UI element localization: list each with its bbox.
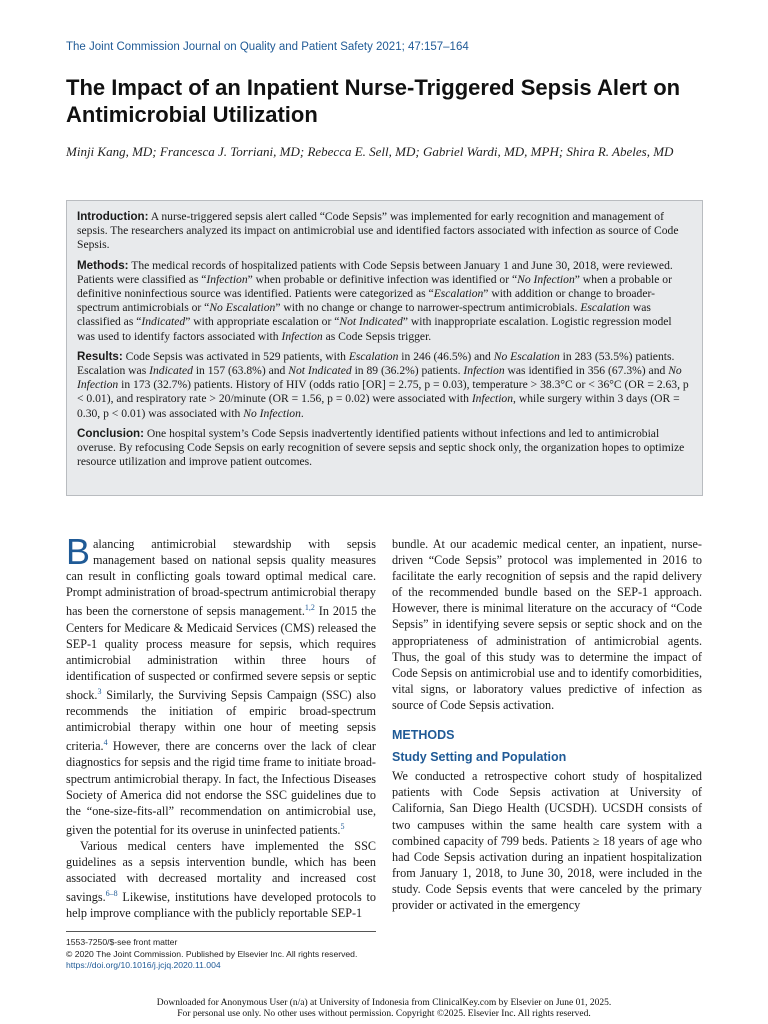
body-column-left xyxy=(66,531,376,921)
introduction-label: Introduction: xyxy=(77,210,149,223)
abstract-conclusion: Conclusion: One hospital system’s Code Sepsis inadvertently identified patients without infections and led to antimicrobial overuse. By refocusing Code Sepsis on early recognition of severe sepsis and septic shock only, the organization hopes to optimize resource utilization and improve patient outcomes. xyxy=(77,426,685,469)
reference-link[interactable]: 4 xyxy=(103,738,108,748)
methods-label: Methods: xyxy=(77,258,129,272)
journal-citation: The Joint Commission Journal on Quality and Patient Safety 2021; 47:157–164 xyxy=(66,41,469,53)
intro-paragraph-2: Various medical centers have implemented the SSC guidelines as a sepsis intervention bundle, which has been associated with decreased mortality and increased cost savings.$^{6-8}$ Likewise, institutions have developed protocols to help improve compliance with the publicly reportable SEP-1 xyxy=(66,838,376,921)
issn-line: 1553-7250/$-see front matter xyxy=(66,937,178,947)
section-heading-methods: METHODS xyxy=(392,728,455,743)
author-list: Minji Kang, MD; Francesca J. Torriani, MD; Rebecca E. Sell, MD; Gabriel Wardi, MD, MPH; Shira R. Abeles, MD xyxy=(66,144,674,159)
drop-cap: B xyxy=(66,531,91,572)
copyright-line: © 2020 The Joint Commission. Published by Elsevier Inc. All rights reserved. xyxy=(66,948,358,959)
abstract-results: Results: Code Sepsis was activated in 529 patients, with Escalation in 246 (46.5%) and No Escalation in 283 (53.5%) patients. Escalation was Indicated in 157 (63.8%) and Not Indicated in 89 (36.2%) patients. Infection was identified in 356 (67.3%) and No Infection in 173 (32.7%) patients. History of HIV (odds ratio [OR] = 2.75, p = 0.03), temperature > 38.3°C or < 36°C (OR = 2.63, p < 0.01), and respiratory rate > 20/minute (OR = 1.56, p = 0.02) were associated with Infection, while surgery within 3 days (OR = 0.30, p < 0.01) was associated with No Infection. xyxy=(77,349,689,420)
abstract-methods: Methods: The medical records of hospitalized patients with Code Sepsis between January 1 and June 30, 2018, were reviewed. Patients were classified as “Infection” when probable or definitive infection was identified or “No Infection” when a probable or definitive noninfectious source was identified. Patients were categorized as “Escalation” with addition or change to broader-spectrum antimicrobials or “No Escalation” with no change or change to narrower-spectrum antimicrobials. Escalation was classified as “Indicated” with appropriate escalation or “Not Indicated” with inappropriate escalation. Logistic regression model was used to identify factors associated with Infection as Code Sepsis trigger. xyxy=(77,258,673,343)
reference-link[interactable]: 5 xyxy=(340,821,345,831)
reference-link[interactable]: 6–8 xyxy=(105,889,118,899)
intro-paragraph-1: Balancing antimicrobial stewardship with sepsis management based on national sepsis quality measures can result in conflicting goals toward optimal medical care. Prompt administration of broad-spectrum antimicrobial therapy has been the cornerstone of sepsis management.$^{1,2}$ In 2015 the Centers for Medicare & Medicaid Services (CMS) released the SEP-1 quality process measure for sepsis, which requires antimicrobial administration within three hours of identification of suspected or confirmed severe sepsis or septic shock.$^3$ Similarly, the Surviving Sepsis Campaign (SSC) also recommends the initiation of empiric broad-spectrum antimicrobial therapy within one hour of meeting sepsis criteria.$^4$ However, there are concerns over the lack of clear diagnostics for sepsis and the rigid time frame to initiate broad-spectrum antimicrobial therapy. In fact, the Infectious Diseases Society of America did not endorse the SSC guidelines due to the “one-size-fits-all” recommendation on antimicrobial use, given the potential for its overuse in uninfected patients.$^5$ xyxy=(66,531,376,837)
abstract-box xyxy=(66,200,703,496)
footnote xyxy=(66,931,376,972)
reference-link[interactable]: 1,2 xyxy=(304,603,315,613)
abstract-introduction: Introduction: A nurse-triggered sepsis alert called “Code Sepsis” was implemented for early recognition and management of sepsis. The researchers analyzed its impact on antimicrobial use and identified factors associated with infection as source of Code Sepsis. xyxy=(77,210,679,252)
article-title: The Impact of an Inpatient Nurse-Triggered Sepsis Alert on Antimicrobial Utilization xyxy=(66,75,681,127)
reference-link[interactable]: 3 xyxy=(97,686,102,696)
download-notice xyxy=(0,998,768,1020)
conclusion-label: Conclusion: xyxy=(77,426,144,440)
download-notice-line-1: Downloaded for Anonymous User (n/a) at University of Indonesia from ClinicalKey.com by Elsevier on June 01, 2025. xyxy=(156,998,612,1008)
intro-paragraph-2-continued: bundle. At our academic medical center, an inpatient, nurse-driven “Code Sepsis” protocol was implemented in 2016 to facilitate the early recognition of sepsis and the rapid delivery of the recommended bundle based on the SEP-1 approach. However, there is minimal literature on the accuracy of “Code Sepsis” in identifying severe sepsis or septic shock and on the appropriateness of administration of antimicrobial agents. Thus, the goal of this study was to determine the impact of Code Sepsis on antimicrobial use and to identify comorbidities, vital signs, or laboratory values predictive of infection as source of Code Sepsis activation. xyxy=(392,537,702,712)
methods-paragraph-1: We conducted a retrospective cohort study of hospitalized patients with Code Sepsis activation at University of California, San Diego Health (UCSDH). UCSDH consists of two campuses within the same health care system with a combined capacity of 799 beds. Patients ≥ 18 years of age who had Code Sepsis activation during an inpatient hospitalization from January 1, 2018, to June 30, 2018, were included in the study. Code Sepsis events that were canceled by the primary provider or activated in the emergency xyxy=(392,769,702,912)
body-column-right xyxy=(392,536,702,913)
doi-link[interactable]: https://doi.org/10.1016/j.jcjq.2020.11.004 xyxy=(66,960,221,970)
subsection-heading-study-setting: Study Setting and Population xyxy=(392,750,567,765)
download-notice-line-2: For personal use only. No other uses without permission. Copyright ©2025. Elsevier Inc. All rights reserved. xyxy=(177,1009,591,1019)
results-label: Results: xyxy=(77,349,123,363)
